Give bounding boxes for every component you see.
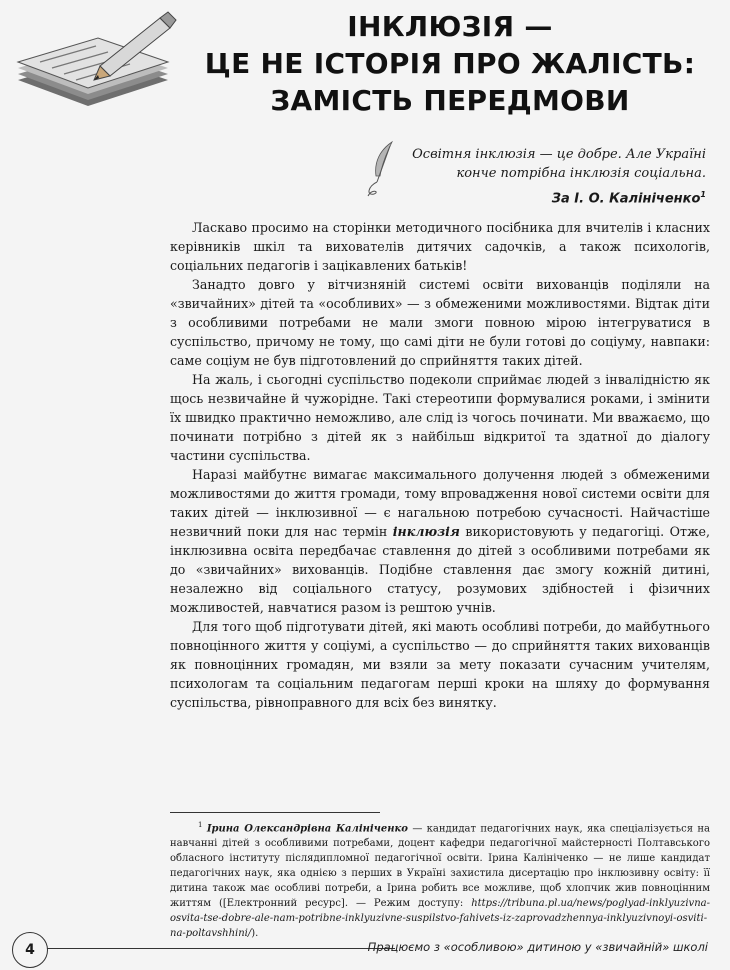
footer-divider [40,948,395,949]
page-title [190,8,710,119]
notepad-pencil-icon [10,8,180,108]
footnote-text: — кандидат педагогічних наук, яка спеціалізується на навчанні дітей з особливими потребами, доцент кафедри педагогічної майстерності Полтавського обласного інституту післядипломної педагогічної освіти. Ірина Калініченко — не лише кандидат педагогічних наук, яка однією з перших в Україні захистила дисертацію про інклюзивну освіту: її дитина також має особливі потреби, а Ірина робить все можливе, щоб хлопчик жив повноцінним життям ([Електронний ресурс]. — Режим доступу: [170,823,710,910]
term-highlight: інклюзія [392,524,460,539]
footnote-ref[interactable]: 1 [700,190,706,199]
footnote-divider [170,812,380,813]
epigraph-author [386,185,706,208]
body-text [170,218,710,712]
running-title: Працюємо з «особливою» дитиною у «звичайній» школі [367,940,708,954]
footnote-link[interactable]: https://tribuna.pl.ua/news/poglyad-inklyuzivna-osvita-tse-dobre-ale-nam-potribne-inklyuzivne-suspilstvo-fahivets-iz-zaprovadzhennya-inklyuzivnoyi-osviti-na-poltavshhini/ [170,898,710,940]
paragraph: На жаль, і сьогодні суспільство подеколи сприймає людей з інвалідністю як щось незвичайне й чужорідне. Такі стереотипи формувалися роками, і змінити їх швидко практично неможливо, але слід із чогось починати. Ми вважаємо, що починати потрібно з дітей як з найбільш відкритої та здатної до діалогу частини суспільства. [170,372,710,463]
epigraph [386,145,706,208]
footnote-end: ). [251,928,259,940]
footnote-mark: 1 [198,821,203,829]
footnote [170,818,710,941]
paragraph: Для того щоб підготувати дітей, які мають особливі потреби, до майбутнього повноцінного життя у соціумі, а суспільство — до сприйняття таких вихованців як повноцінних громадян, ми взяли за мету показати сучасним учителям, психологам та соціальним педагогам перші кроки на шляху до формування суспільства, рівноправного для всіх без винятку. [170,619,710,710]
paragraph: Занадто довго у вітчизняній системі освіти вихованців поділяли на «звичайних» дітей та «особливих» — з обмеженими можливостями. Відтак діти з особливими потребами не мали змоги повною мірою інтегруватися в суспільство, причому не тому, що самі діти не були готові до соціуму, навпаки: саме соціум не був підготовлений до сприйняття таких дітей. [170,277,710,368]
epigraph-line: конче потрібна інклюзія соціальна. [456,166,706,181]
epigraph-line: Освітня інклюзія — це добре. Але Україні [412,147,706,162]
paragraph-text: використовують у педагогіці. Отже, інклюзивна освіта передбачає ставлення до дітей з особливими потребами як до «звичайних» вихованців. Подібне ставлення дає змогу кожній дитині, незалежно від соціального статусу, розумових здібностей і фізичних можливостей, навчатися разом із рештою учнів. [170,524,710,615]
paragraph [170,465,710,617]
title-line: ЗАМІСТЬ ПЕРЕДМОВИ [270,84,630,117]
page-number: 4 [12,932,48,968]
paragraph-text: Наразі майбутнє вимагає максимального долучення людей з обмеженими можливостями до життя громади, тому впровадження нової системи освіти для таких дітей — інклюзивної — є нагальною потребою сучасності. Найчастіше незвичний поки для нас термін [170,467,710,539]
title-line: ЦЕ НЕ ІСТОРІЯ ПРО ЖАЛІСТЬ: [204,47,696,80]
epigraph-author-name: За І. О. Калініченко [551,191,701,207]
footnote-name: Ірина Олександрівна Калініченко [206,823,408,835]
title-line: ІНКЛЮЗІЯ — [347,10,553,43]
paragraph: Ласкаво просимо на сторінки методичного посібника для вчителів і класних керівників шкіл та вихователів дитячих садочків, а також психологів, соціальних педагогів і зацікавлених батьків! [170,220,710,273]
